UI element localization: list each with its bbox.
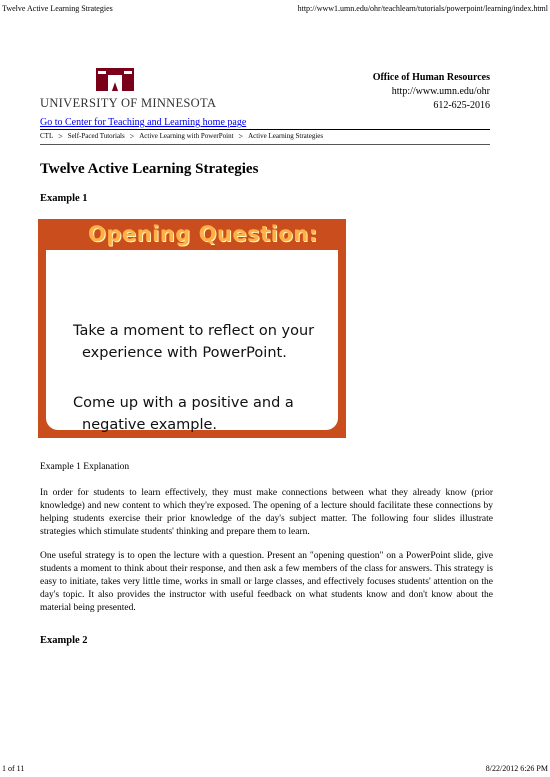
print-footer [2, 764, 548, 773]
slide-text-line: Take a moment to reflect on your [73, 323, 315, 339]
header-divider [40, 129, 490, 130]
explanation-paragraph: In order for students to learn effectively, they must make connections between what they already know (prior knowledge) and new content to which they're exposed. The opening of a lecture should facilitate these connections by helping students exercise their prior knowledge of the day's subject matter. The following four slides illustrate strategies which stimulate students' thinking and prepare them to learn. [40, 488, 493, 537]
university-wordmark: UNIVERSITY OF MINNESOTA [40, 96, 217, 110]
print-timestamp: 8/22/2012 6:26 PM [485, 764, 548, 773]
page-count: 1 of 11 [2, 764, 25, 773]
breadcrumb-item-ctl[interactable]: CTL [40, 132, 54, 140]
breadcrumb-item-current: Active Learning Strategies [248, 132, 324, 140]
example-1-explanation-title: Example 1 Explanation [40, 462, 130, 472]
breadcrumb-divider [40, 144, 490, 145]
breadcrumb-separator: > [58, 132, 63, 141]
page-title: Twelve Active Learning Strategies [40, 161, 259, 177]
office-name: Office of Human Resources [372, 72, 490, 83]
breadcrumb-item-tutorials[interactable]: Self-Paced Tutorials [67, 132, 125, 140]
slide-text-line: negative example. [82, 417, 218, 433]
breadcrumb-separator: > [238, 132, 244, 141]
office-url: http://www.umn.edu/ohr [391, 86, 490, 97]
print-header-url: http://www1.umn.edu/ohr/teachlearn/tutorials/powerpoint/learning/index.html [297, 4, 548, 13]
office-info [373, 71, 490, 113]
slide-heading: Opening Question: [88, 222, 318, 246]
breadcrumb-separator: > [129, 132, 135, 141]
print-header-title: Twelve Active Learning Strategies [2, 4, 113, 13]
opening-question-slide [38, 219, 346, 438]
office-phone: 612-625-2016 [433, 100, 490, 111]
slide-content-panel [46, 250, 338, 433]
breadcrumb-item-active-learning[interactable]: Active Learning with PowerPoint [139, 132, 234, 140]
breadcrumb [40, 132, 323, 141]
example-1-heading: Example 1 [40, 193, 88, 204]
example-2-heading: Example 2 [40, 635, 88, 646]
slide-text-line: Come up with a positive and a [73, 395, 294, 411]
block-m-icon [96, 68, 134, 91]
explanation-paragraph: One useful strategy is to open the lecture with a question. Present an "opening question" on a PowerPoint slide, give students a moment to think about their response, and then ask a few members of the class for answers. This strategy is easy to initiate, takes very little time, works in small or large classes, and effectively focuses students' attention on the day's topic. It also provides the instructor with useful feedback on what students know and don't know about the material being presented. [40, 551, 493, 613]
slide-text-line: experience with PowerPoint. [82, 345, 287, 361]
home-page-link[interactable]: Go to Center for Teaching and Learning home page [40, 117, 247, 128]
print-header [2, 4, 548, 13]
